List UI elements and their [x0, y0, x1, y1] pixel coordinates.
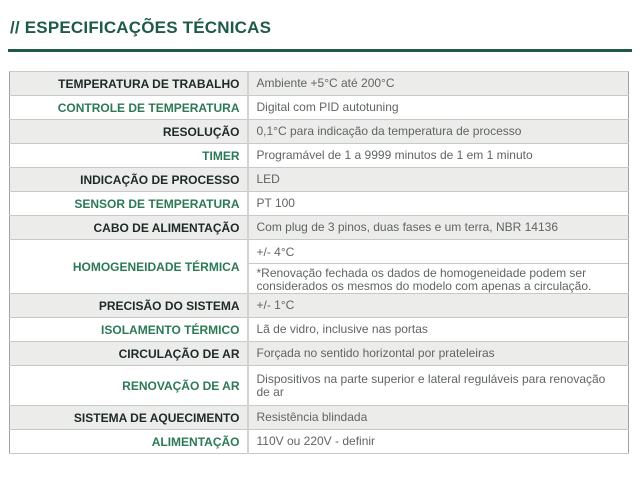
spec-label: SISTEMA DE AQUECIMENTO: [10, 406, 248, 430]
spec-label: CONTROLE DE TEMPERATURA: [10, 96, 248, 120]
table-row: [10, 366, 629, 406]
table-row: [10, 406, 629, 430]
spec-value: Forçada no sentido horizontal por prateleiras: [248, 342, 629, 366]
spec-value: Com plug de 3 pinos, duas fases e um terra, NBR 14136: [248, 216, 629, 240]
table-row: [10, 168, 629, 192]
table-row: [10, 216, 629, 240]
spec-value: LED: [248, 168, 629, 192]
table-row: [10, 240, 629, 294]
table-row: [10, 342, 629, 366]
page-title: // ESPECIFICAÇÕES TÉCNICAS: [10, 18, 272, 37]
table-row: [10, 72, 629, 96]
table-row: [10, 144, 629, 168]
table-row: [10, 96, 629, 120]
spec-label: ISOLAMENTO TÉRMICO: [10, 318, 248, 342]
spec-label: RENOVAÇÃO DE AR: [10, 366, 248, 406]
spec-value: PT 100: [248, 192, 629, 216]
spec-label: RESOLUÇÃO: [10, 120, 248, 144]
spec-value: Ambiente +5°C até 200°C: [248, 72, 629, 96]
table-row: [10, 120, 629, 144]
spec-label: PRECISÃO DO SISTEMA: [10, 294, 248, 318]
spec-value: 0,1°C para indicação da temperatura de processo: [248, 120, 629, 144]
table-row: [10, 192, 629, 216]
spec-value: +/- 1°C: [248, 294, 629, 318]
spec-value: Lã de vidro, inclusive nas portas: [248, 318, 629, 342]
table-row: [10, 430, 629, 454]
spec-value: Resistência blindada: [248, 406, 629, 430]
spec-value: Programável de 1 a 9999 minutos de 1 em 1 minuto: [248, 144, 629, 168]
spec-label: CIRCULAÇÃO DE AR: [10, 342, 248, 366]
spec-label: TIMER: [10, 144, 248, 168]
table-row: [10, 294, 629, 318]
spec-value: Dispositivos na parte superior e lateral reguláveis para renovação de ar: [248, 366, 629, 406]
spec-label: ALIMENTAÇÃO: [10, 430, 248, 454]
spec-label: TEMPERATURA DE TRABALHO: [10, 72, 248, 96]
specifications-table: [9, 71, 629, 454]
table-row: [10, 318, 629, 342]
spec-value-main: +/- 4°C: [249, 240, 629, 264]
spec-label: HOMOGENEIDADE TÉRMICA: [10, 240, 248, 294]
title-divider: [8, 49, 632, 52]
spec-value: 110V ou 220V - definir: [248, 430, 629, 454]
spec-label: SENSOR DE TEMPERATURA: [10, 192, 248, 216]
spec-label: CABO DE ALIMENTAÇÃO: [10, 216, 248, 240]
spec-value: Digital com PID autotuning: [248, 96, 629, 120]
spec-value-note: *Renovação fechada os dados de homogeneidade podem ser considerados os mesmos do modelo com apenas a circulação.: [256, 266, 592, 293]
spec-label: INDICAÇÃO DE PROCESSO: [10, 168, 248, 192]
spec-value: [248, 240, 629, 294]
